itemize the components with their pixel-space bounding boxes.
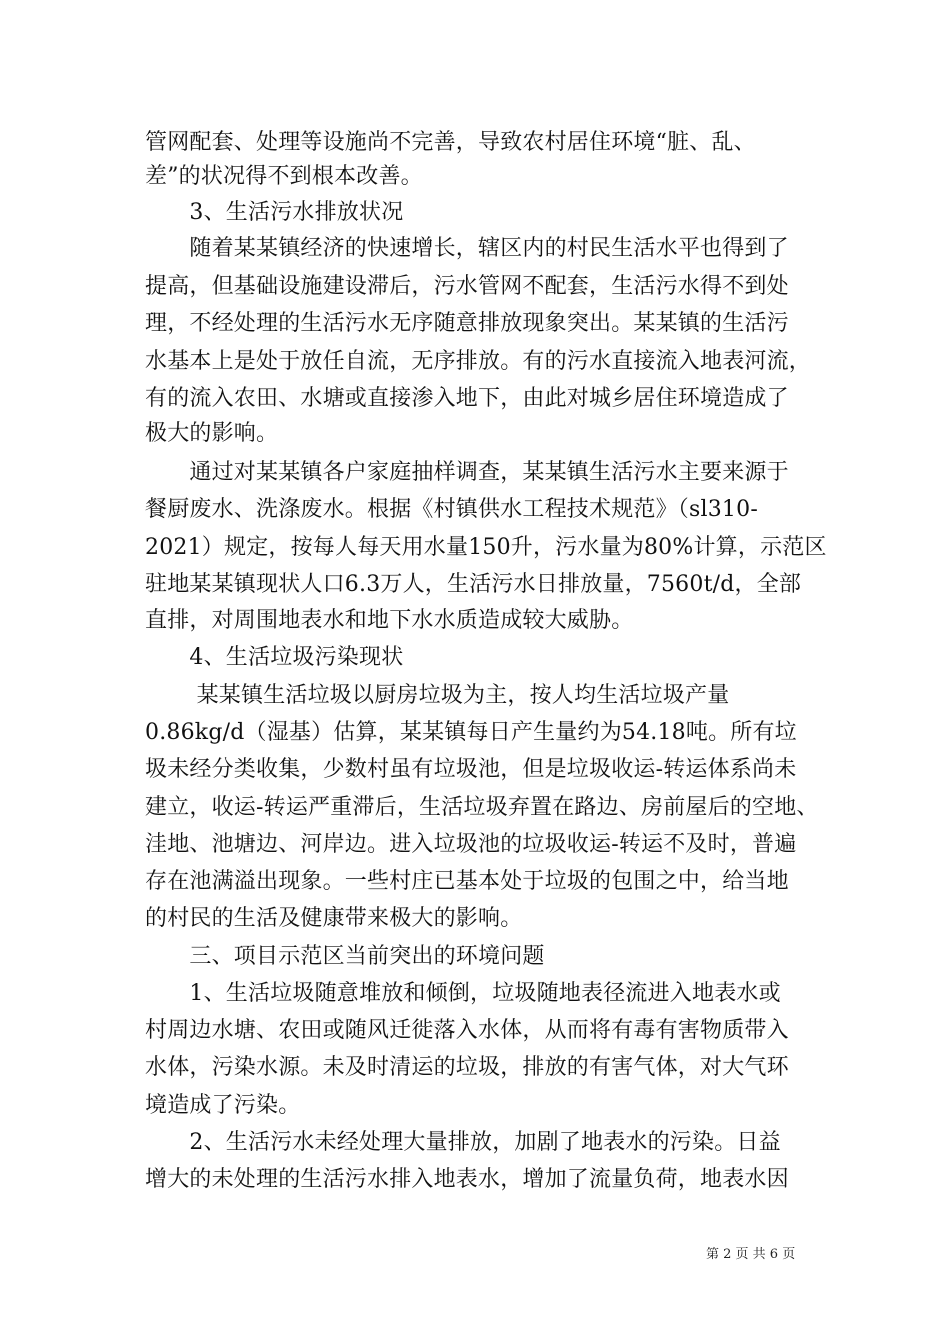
text-line: 某某镇生活垃圾以厨房垃圾为主，按人均生活垃圾产量 (145, 683, 730, 708)
section-heading: 三、项目示范区当前突出的环境问题 (145, 944, 545, 969)
section-heading: 3、生活污水排放状况 (145, 200, 404, 225)
text-line: 存在池满溢出现象。一些村庄已基本处于垃圾的包围之中，给当地 (145, 869, 789, 894)
text-line: 管网配套、处理等设施尚不完善，导致农村居住环境“脏、乱、 (145, 130, 756, 155)
text-line: 2021）规定，按每人每天用水量150升，污水量为80%计算，示范区 (145, 535, 827, 560)
page-number-footer: 第 2 页 共 6 页 (706, 1247, 796, 1262)
text-line: 的村民的生活及健康带来极大的影响。 (145, 906, 523, 931)
text-line: 随着某某镇经济的快速增长，辖区内的村民生活水平也得到了 (145, 236, 789, 261)
text-line: 1、生活垃圾随意堆放和倾倒，垃圾随地表径流进入地表水或 (145, 981, 781, 1006)
text-line: 极大的影响。 (145, 421, 279, 446)
text-line: 直排，对周围地表水和地下水水质造成较大威胁。 (145, 608, 634, 633)
text-line: 水体，污染水源。未及时清运的垃圾，排放的有害气体，对大气环 (145, 1055, 789, 1080)
text-line: 有的流入农田、水塘或直接渗入地下，由此对城乡居住环境造成了 (145, 386, 789, 411)
text-line: 建立，收运-转运严重滞后，生活垃圾弃置在路边、房前屋后的空地、 (145, 795, 819, 820)
text-line: 洼地、池塘边、河岸边。进入垃圾池的垃圾收运-转运不及时，普遍 (145, 832, 797, 857)
text-line: 餐厨废水、洗涤废水。根据《村镇供水工程技术规范》（sl310- (145, 497, 758, 522)
section-heading: 4、生活垃圾污染现状 (145, 645, 404, 670)
text-line: 通过对某某镇各户家庭抽样调查，某某镇生活污水主要来源于 (145, 460, 789, 485)
text-line: 境造成了污染。 (145, 1093, 301, 1118)
text-line: 驻地某某镇现状人口6.3万人，生活污水日排放量，7560t/d，全部 (145, 572, 802, 597)
text-line: 理，不经处理的生活污水无序随意排放现象突出。某某镇的生活污 (145, 311, 789, 336)
text-line: 2、生活污水未经处理大量排放，加剧了地表水的污染。日益 (145, 1130, 781, 1155)
text-line: 圾未经分类收集，少数村虽有垃圾池，但是垃圾收运-转运体系尚未 (145, 757, 797, 782)
text-line: 提高，但基础设施建设滞后，污水管网不配套，生活污水得不到处 (145, 274, 789, 299)
text-line: 水基本上是处于放任自流，无序排放。有的污水直接流入地表河流， (145, 349, 812, 374)
text-line: 0.86kg/d（湿基）估算，某某镇每日产生量约为54.18吨。所有垃 (145, 720, 797, 745)
text-line: 差”的状况得不到根本改善。 (145, 164, 423, 189)
text-line: 村周边水塘、农田或随风迁徙落入水体，从而将有毒有害物质带入 (145, 1018, 789, 1043)
text-line: 增大的未处理的生活污水排入地表水，增加了流量负荷，地表水因 (145, 1167, 789, 1192)
